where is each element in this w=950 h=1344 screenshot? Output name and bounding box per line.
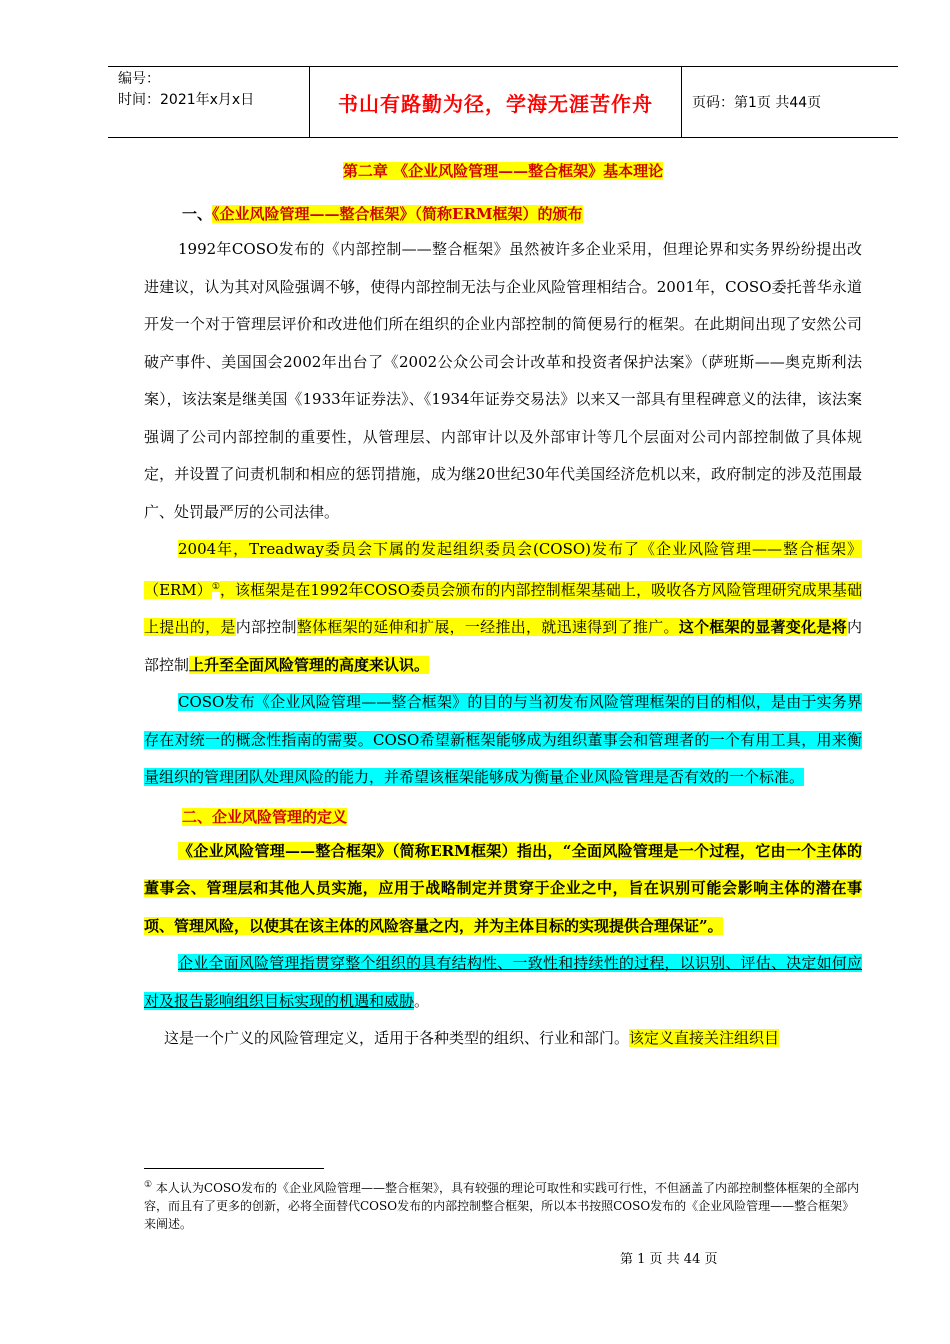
paragraph-5	[144, 945, 862, 1020]
paragraph-3-text: COSO发布《企业风险管理——整合框架》的目的与当初发布风险管理框架的目的相似，是由于实务界存在对统一的概念性指南的需要。COSO希望新框架能够成为组织董事会和管理者的一个有用工具，用来衡量组织的管理团队处理风险的能力，并希望该框架能够成为衡量企业风险管理是否有效的一个标准。	[144, 693, 862, 786]
chapter-title	[144, 160, 862, 181]
footnote-separator	[144, 1168, 324, 1169]
paragraph-5-end: 。	[414, 991, 430, 1010]
header-page-info: 页码：第1页 共44页	[692, 95, 822, 111]
header-motto: 书山有路勤为径，学海无涯苦作舟	[310, 67, 682, 137]
page-header	[108, 66, 898, 138]
paragraph-5-text: 企业全面风险管理指贯穿整个组织的具有结构性、一致性和持续性的过程，以识别、评估、决定如何应对及报告影响组织目标实现的机遇和威胁	[144, 954, 862, 1010]
document-body	[144, 150, 862, 1058]
paragraph-6-highlight: 该定义直接关注组织目	[629, 1029, 780, 1047]
page-footer: 第 1 页 共 44 页	[620, 1252, 718, 1267]
paragraph-6	[144, 1020, 862, 1058]
section-2-title: 二、企业风险管理的定义	[182, 807, 348, 826]
header-date-label: 时间：2021年x月x日	[118, 92, 255, 108]
paragraph-2	[144, 531, 862, 684]
header-meta	[108, 67, 310, 137]
section-1-prefix: 一、	[182, 205, 213, 223]
paragraph-1: 1992年COSO发布的《内部控制——整合框架》虽然被许多企业采用，但理论界和实务界纷纷提出改进建议，认为其对风险强调不够，使得内部控制无法与企业风险管理相结合。2001年，COSO委托普华永道开发一个对于管理层评价和改进他们所在组织的企业内部控制的简便易行的框架。在此期间出现了安然公司破产事件、美国国会2002年出台了《2002公众公司会计改革和投资者保护法案》（萨班斯——奥克斯利法案），该法案是继美国《1933年证券法》、《1934年证券交易法》以来又一部具有里程碑意义的法律，该法案强调了公司内部控制的重要性，从管理层、内部审计以及外部审计等几个层面对公司内部控制做了具体规定，并设置了问责机制和相应的惩罚措施，成为继20世纪30年代美国经济危机以来，政府制定的涉及范围最广、处罚最严厉的公司法律。	[144, 240, 862, 521]
paragraph-2-bold-2: 上升至全面风险管理的高度来认识。	[189, 655, 430, 674]
paragraph-6-text: 这是一个广义的风险管理定义，适用于各种类型的组织、行业和部门。	[164, 1029, 630, 1047]
paragraph-2-part-4: 整体框架的延伸和扩展，一经推出，就迅速得到了推广。	[296, 618, 679, 636]
paragraph-2-part-2: ，该框架是在1992年COSO委员会颁布的内部控制框架基础上，吸收各方风险管理研究成果基础上提出的，是	[144, 580, 862, 636]
paragraph-4	[144, 833, 862, 946]
footnote-text: 本人认为COSO发布的《企业风险管理——整合框架》，具有较强的理论可取性和实践可行性，不但涵盖了内部控制整体框架的全部内容，而且有了更多的创新，必将全面替代COSO发布的内部控制整合框架，所以本书按照COSO发布的《企业风险管理——整合框架》来阐述。	[144, 1181, 859, 1231]
chapter-title-text: 第二章 《企业风险管理——整合框架》基本理论	[342, 162, 664, 180]
paragraph-2-bold-1: 这个框架的显著变化是将	[678, 618, 847, 636]
footnote	[144, 1176, 864, 1233]
footnote-mark: ①	[144, 1180, 153, 1190]
paragraph-2-part-1: 2004年，Treadway委员会下属的发起组织委员会(COSO)发布了《企业风险管理——整合框架》（ERM）	[144, 540, 862, 599]
paragraph-2-part-3: 内部控制	[235, 618, 297, 636]
section-1-title: 《企业风险管理——整合框架》（简称ERM框架）的颁布	[212, 205, 583, 223]
section-1-heading	[144, 201, 862, 227]
paragraph-4-text: 《企业风险管理——整合框架》（简称ERM框架）指出，“全面风险管理是一个过程，它由一个主体的董事会、管理层和其他人员实施，应用于战略制定并贯穿于企业之中，旨在识别可能会影响主体的潜在事项、管理风险，以使其在该主体的风险容量之内，并为主体目标的实现提供合理保证”。	[144, 841, 862, 935]
header-number-label: 编号：	[118, 71, 160, 87]
section-2-heading	[144, 801, 862, 833]
paragraph-2-part-5: 内部控制	[144, 618, 862, 674]
footnote-reference[interactable]: ①	[211, 581, 220, 592]
paragraph-3	[144, 684, 862, 797]
